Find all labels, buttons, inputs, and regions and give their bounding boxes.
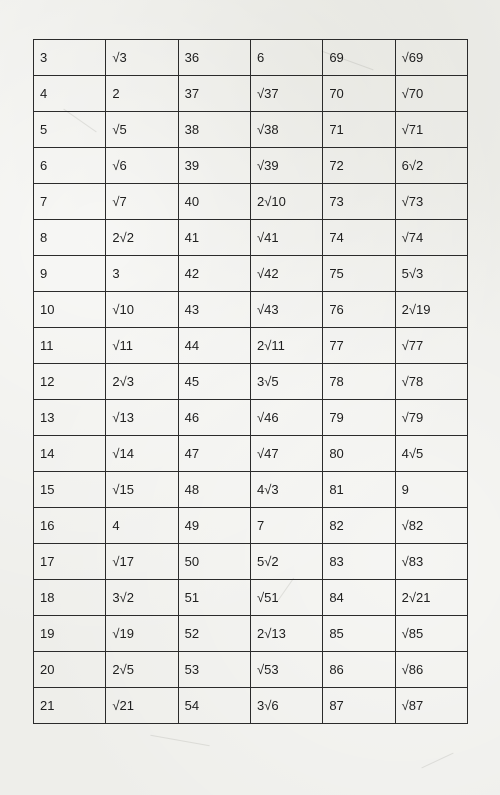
number-cell: 14: [34, 436, 106, 472]
number-cell: 36: [178, 40, 250, 76]
simplified-root-cell: 2√19: [395, 292, 467, 328]
simplified-root-cell: 6√2: [395, 148, 467, 184]
simplified-root-cell: √19: [106, 616, 178, 652]
number-cell: 76: [323, 292, 395, 328]
square-root-table: [33, 39, 468, 724]
number-cell: 50: [178, 544, 250, 580]
simplified-root-cell: √77: [395, 328, 467, 364]
simplified-root-cell: √78: [395, 364, 467, 400]
table-row: [34, 112, 468, 148]
simplified-root-cell: √69: [395, 40, 467, 76]
simplified-root-cell: 2: [106, 76, 178, 112]
number-cell: 4: [34, 76, 106, 112]
simplified-root-cell: 5√3: [395, 256, 467, 292]
number-cell: 17: [34, 544, 106, 580]
number-cell: 74: [323, 220, 395, 256]
simplified-root-cell: √5: [106, 112, 178, 148]
simplified-root-cell: √43: [250, 292, 322, 328]
paper-texture: [421, 753, 453, 769]
simplified-root-cell: √41: [250, 220, 322, 256]
table-row: [34, 76, 468, 112]
simplified-root-cell: √51: [250, 580, 322, 616]
number-cell: 9: [34, 256, 106, 292]
simplified-root-cell: 3√2: [106, 580, 178, 616]
simplified-root-cell: √3: [106, 40, 178, 76]
simplified-root-cell: 2√10: [250, 184, 322, 220]
simplified-root-cell: 2√2: [106, 220, 178, 256]
number-cell: 44: [178, 328, 250, 364]
number-cell: 54: [178, 688, 250, 724]
number-cell: 81: [323, 472, 395, 508]
number-cell: 84: [323, 580, 395, 616]
simplified-root-cell: √39: [250, 148, 322, 184]
simplified-root-cell: √38: [250, 112, 322, 148]
number-cell: 86: [323, 652, 395, 688]
number-cell: 16: [34, 508, 106, 544]
number-cell: 47: [178, 436, 250, 472]
number-cell: 48: [178, 472, 250, 508]
simplified-root-cell: 3: [106, 256, 178, 292]
number-cell: 11: [34, 328, 106, 364]
simplified-root-cell: √10: [106, 292, 178, 328]
number-cell: 40: [178, 184, 250, 220]
number-cell: 43: [178, 292, 250, 328]
number-cell: 71: [323, 112, 395, 148]
table-row: [34, 544, 468, 580]
simplified-root-cell: √71: [395, 112, 467, 148]
number-cell: 51: [178, 580, 250, 616]
table-row: [34, 328, 468, 364]
number-cell: 83: [323, 544, 395, 580]
table-row: [34, 220, 468, 256]
number-cell: 37: [178, 76, 250, 112]
number-cell: 21: [34, 688, 106, 724]
number-cell: 45: [178, 364, 250, 400]
simplified-root-cell: 4√3: [250, 472, 322, 508]
simplified-root-cell: √70: [395, 76, 467, 112]
simplified-root-cell: √46: [250, 400, 322, 436]
number-cell: 3: [34, 40, 106, 76]
simplified-root-cell: √6: [106, 148, 178, 184]
simplified-root-cell: 3√6: [250, 688, 322, 724]
simplified-root-cell: √7: [106, 184, 178, 220]
number-cell: 12: [34, 364, 106, 400]
number-cell: 82: [323, 508, 395, 544]
simplified-root-cell: √15: [106, 472, 178, 508]
number-cell: 77: [323, 328, 395, 364]
table-body: [34, 40, 468, 724]
number-cell: 49: [178, 508, 250, 544]
table-row: [34, 256, 468, 292]
simplified-root-cell: √82: [395, 508, 467, 544]
table-row: [34, 616, 468, 652]
simplified-root-cell: √86: [395, 652, 467, 688]
number-cell: 73: [323, 184, 395, 220]
simplified-root-cell: 2√11: [250, 328, 322, 364]
simplified-root-cell: √13: [106, 400, 178, 436]
number-cell: 70: [323, 76, 395, 112]
simplified-root-cell: 2√21: [395, 580, 467, 616]
number-cell: 6: [34, 148, 106, 184]
simplified-root-cell: 7: [250, 508, 322, 544]
number-cell: 80: [323, 436, 395, 472]
number-cell: 8: [34, 220, 106, 256]
number-cell: 18: [34, 580, 106, 616]
simplified-root-cell: √85: [395, 616, 467, 652]
number-cell: 20: [34, 652, 106, 688]
number-cell: 78: [323, 364, 395, 400]
simplified-root-cell: √73: [395, 184, 467, 220]
table-row: [34, 652, 468, 688]
number-cell: 38: [178, 112, 250, 148]
number-cell: 75: [323, 256, 395, 292]
number-cell: 42: [178, 256, 250, 292]
number-cell: 85: [323, 616, 395, 652]
paper-texture: [150, 735, 209, 746]
simplified-root-cell: √53: [250, 652, 322, 688]
table-row: [34, 688, 468, 724]
number-cell: 41: [178, 220, 250, 256]
number-cell: 79: [323, 400, 395, 436]
simplified-root-cell: 4√5: [395, 436, 467, 472]
table-row: [34, 364, 468, 400]
number-cell: 69: [323, 40, 395, 76]
table-row: [34, 508, 468, 544]
table-row: [34, 436, 468, 472]
number-cell: 19: [34, 616, 106, 652]
simplified-root-cell: 2√13: [250, 616, 322, 652]
simplified-root-cell: √42: [250, 256, 322, 292]
number-cell: 15: [34, 472, 106, 508]
number-cell: 5: [34, 112, 106, 148]
simplified-root-cell: √79: [395, 400, 467, 436]
table-row: [34, 184, 468, 220]
simplified-root-cell: √87: [395, 688, 467, 724]
simplified-root-cell: 2√3: [106, 364, 178, 400]
number-cell: 46: [178, 400, 250, 436]
simplified-root-cell: 9: [395, 472, 467, 508]
number-cell: 13: [34, 400, 106, 436]
simplified-root-cell: √21: [106, 688, 178, 724]
simplified-root-cell: 2√5: [106, 652, 178, 688]
table-row: [34, 40, 468, 76]
number-cell: 87: [323, 688, 395, 724]
number-cell: 53: [178, 652, 250, 688]
simplified-root-cell: 4: [106, 508, 178, 544]
simplified-root-cell: √17: [106, 544, 178, 580]
simplified-root-cell: √74: [395, 220, 467, 256]
simplified-root-cell: 5√2: [250, 544, 322, 580]
simplified-root-cell: √37: [250, 76, 322, 112]
simplified-root-cell: √83: [395, 544, 467, 580]
number-cell: 39: [178, 148, 250, 184]
simplified-root-cell: √14: [106, 436, 178, 472]
number-cell: 72: [323, 148, 395, 184]
number-cell: 52: [178, 616, 250, 652]
simplified-root-cell: √11: [106, 328, 178, 364]
simplified-root-cell: √47: [250, 436, 322, 472]
table-row: [34, 472, 468, 508]
number-cell: 7: [34, 184, 106, 220]
table-row: [34, 580, 468, 616]
simplified-root-cell: 6: [250, 40, 322, 76]
number-cell: 10: [34, 292, 106, 328]
table-row: [34, 292, 468, 328]
table-row: [34, 400, 468, 436]
simplified-root-cell: 3√5: [250, 364, 322, 400]
table-row: [34, 148, 468, 184]
